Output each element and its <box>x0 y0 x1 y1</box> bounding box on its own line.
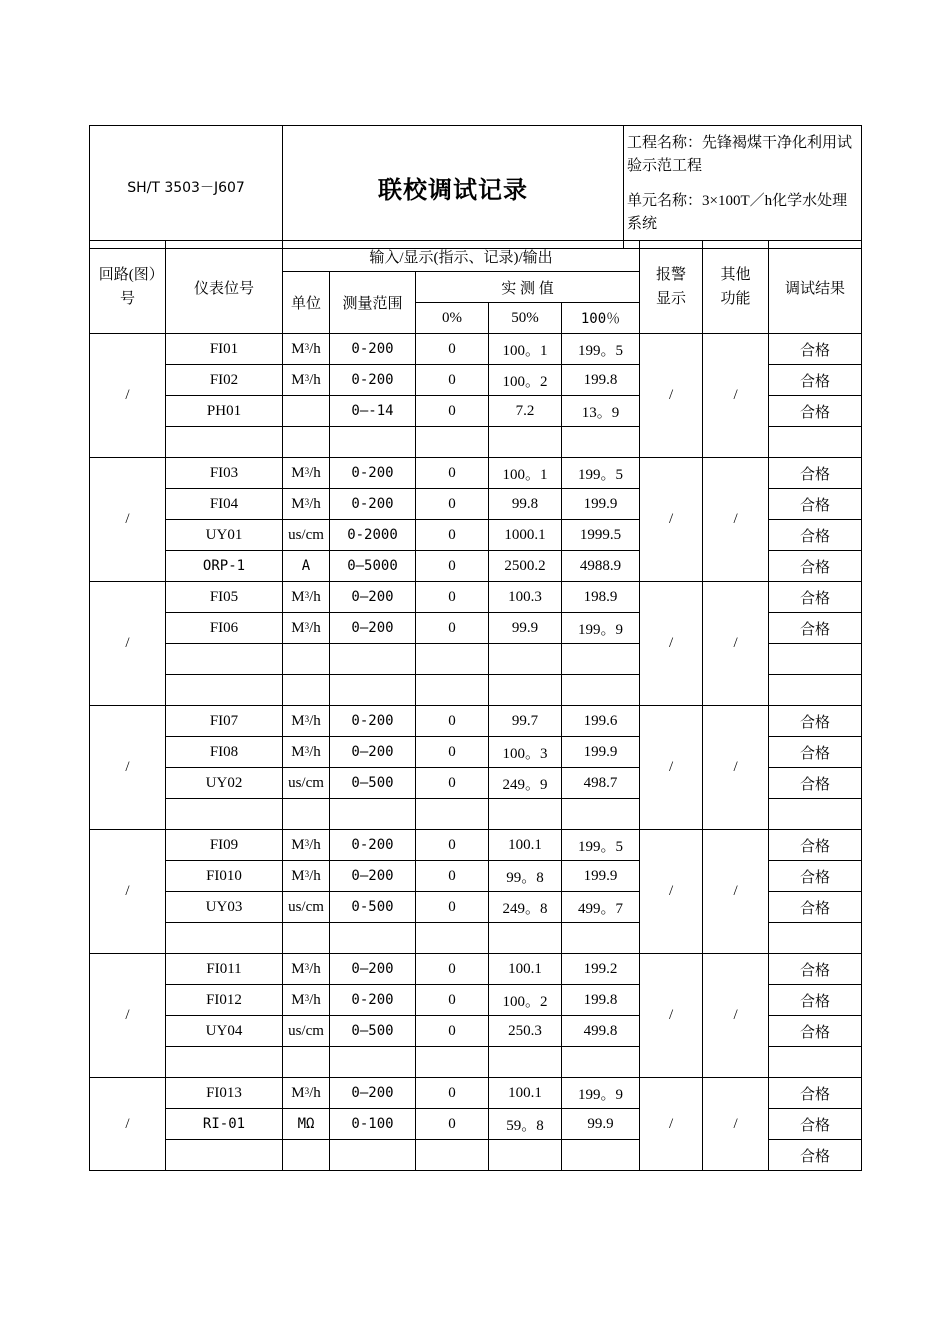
value-100-cell: 199.9 <box>562 737 640 768</box>
range-cell <box>330 644 416 675</box>
value-50-cell <box>489 644 562 675</box>
value-50-cell <box>489 675 562 706</box>
result-cell: 合格 <box>769 954 862 985</box>
value-100-cell: 199.8 <box>562 985 640 1016</box>
result-cell: 合格 <box>769 1078 862 1109</box>
value-50-cell: 249。8 <box>489 892 562 923</box>
value-100-cell: 199.8 <box>562 365 640 396</box>
value-100-cell: 199.9 <box>562 861 640 892</box>
value-0-cell: 0 <box>416 520 489 551</box>
range-cell <box>330 675 416 706</box>
value-100-cell: 199。9 <box>562 1078 640 1109</box>
result-cell <box>769 1047 862 1078</box>
tag-cell: FI013 <box>166 1078 283 1109</box>
range-cell <box>330 799 416 830</box>
unit-cell: $M^3/h$ <box>283 737 330 768</box>
table-row <box>90 830 862 861</box>
range-cell <box>330 1140 416 1171</box>
loop-cell: / <box>90 1078 166 1171</box>
value-50-cell: 2500.2 <box>489 551 562 582</box>
result-cell: 合格 <box>769 737 862 768</box>
result-cell: 合格 <box>769 520 862 551</box>
other-cell: / <box>703 830 769 954</box>
range-cell: 0—200 <box>330 613 416 644</box>
value-100-cell: 13。9 <box>562 396 640 427</box>
result-cell: 合格 <box>769 892 862 923</box>
table-row <box>90 954 862 985</box>
tag-cell: FI012 <box>166 985 283 1016</box>
value-50-cell: 99.7 <box>489 706 562 737</box>
range-cell: 0-200 <box>330 365 416 396</box>
unit-cell: us/cm <box>283 520 330 551</box>
value-0-cell: 0 <box>416 830 489 861</box>
value-50-cell: 59。8 <box>489 1109 562 1140</box>
value-100-cell: 199.9 <box>562 489 640 520</box>
value-50-cell: 100。2 <box>489 365 562 396</box>
value-100-cell: 199。5 <box>562 334 640 365</box>
table-row <box>90 458 862 489</box>
unit-cell: MΩ <box>283 1109 330 1140</box>
other-cell: / <box>703 334 769 458</box>
value-100-cell: 199。5 <box>562 830 640 861</box>
tag-cell <box>166 427 283 458</box>
alarm-cell: / <box>640 1078 703 1171</box>
value-0-cell: 0 <box>416 582 489 613</box>
col-io-group: 输入/显示(指示、记录)/输出 <box>283 241 640 272</box>
value-100-cell: 198.9 <box>562 582 640 613</box>
col-p0: 0% <box>416 303 489 334</box>
loop-cell: / <box>90 830 166 954</box>
range-cell: 0—200 <box>330 1078 416 1109</box>
result-cell: 合格 <box>769 768 862 799</box>
unit-cell: $M^3/h$ <box>283 365 330 396</box>
unit-cell: $M^3/h$ <box>283 1078 330 1109</box>
range-cell: 0—200 <box>330 954 416 985</box>
range-cell: 0—-14 <box>330 396 416 427</box>
unit-cell <box>283 1047 330 1078</box>
value-100-cell <box>562 799 640 830</box>
value-50-cell: 100.1 <box>489 830 562 861</box>
value-0-cell <box>416 675 489 706</box>
table-row <box>90 706 862 737</box>
value-50-cell: 249。9 <box>489 768 562 799</box>
unit-cell: A <box>283 551 330 582</box>
value-0-cell: 0 <box>416 861 489 892</box>
col-unit: 单位 <box>283 272 330 334</box>
value-100-cell: 498.7 <box>562 768 640 799</box>
unit-cell: $M^3/h$ <box>283 458 330 489</box>
range-cell: 0—200 <box>330 861 416 892</box>
result-cell: 合格 <box>769 861 862 892</box>
unit-cell <box>283 923 330 954</box>
alarm-cell: / <box>640 706 703 830</box>
value-100-cell: 199。5 <box>562 458 640 489</box>
value-0-cell: 0 <box>416 954 489 985</box>
col-loop-no: 回路(图）号 <box>90 241 166 334</box>
unit-cell: us/cm <box>283 768 330 799</box>
other-cell: / <box>703 954 769 1078</box>
value-50-cell: 100.1 <box>489 954 562 985</box>
value-0-cell: 0 <box>416 1016 489 1047</box>
result-cell <box>769 675 862 706</box>
value-100-cell: 4988.9 <box>562 551 640 582</box>
tag-cell: FI01 <box>166 334 283 365</box>
value-0-cell <box>416 644 489 675</box>
unit-cell: us/cm <box>283 1016 330 1047</box>
value-50-cell <box>489 1047 562 1078</box>
tag-cell <box>166 675 283 706</box>
tag-cell <box>166 1047 283 1078</box>
unit-cell <box>283 427 330 458</box>
range-cell: 0-2000 <box>330 520 416 551</box>
range-cell: 0-200 <box>330 706 416 737</box>
value-100-cell: 499。7 <box>562 892 640 923</box>
table-row <box>90 582 862 613</box>
result-cell: 合格 <box>769 830 862 861</box>
unit-cell: $M^3/h$ <box>283 334 330 365</box>
value-50-cell: 1000.1 <box>489 520 562 551</box>
unit-cell <box>283 1140 330 1171</box>
page-title: 联校调试记录 <box>283 126 624 249</box>
col-alarm: 报警显示 <box>640 241 703 334</box>
result-cell: 合格 <box>769 334 862 365</box>
value-100-cell: 199.2 <box>562 954 640 985</box>
range-cell <box>330 1047 416 1078</box>
other-cell: / <box>703 706 769 830</box>
tag-cell: FI010 <box>166 861 283 892</box>
range-cell: 0-500 <box>330 892 416 923</box>
value-50-cell <box>489 1140 562 1171</box>
tag-cell: FI09 <box>166 830 283 861</box>
value-50-cell: 250.3 <box>489 1016 562 1047</box>
unit-cell: $M^3/h$ <box>283 954 330 985</box>
value-0-cell: 0 <box>416 334 489 365</box>
value-50-cell: 100.1 <box>489 1078 562 1109</box>
result-cell <box>769 799 862 830</box>
range-cell <box>330 427 416 458</box>
tag-cell: PH01 <box>166 396 283 427</box>
result-cell: 合格 <box>769 613 862 644</box>
value-0-cell: 0 <box>416 1109 489 1140</box>
loop-cell: / <box>90 954 166 1078</box>
tag-cell: FI07 <box>166 706 283 737</box>
tag-cell <box>166 1140 283 1171</box>
alarm-cell: / <box>640 458 703 582</box>
range-cell: 0-200 <box>330 830 416 861</box>
value-0-cell: 0 <box>416 613 489 644</box>
value-0-cell: 0 <box>416 768 489 799</box>
tag-cell: FI02 <box>166 365 283 396</box>
value-50-cell <box>489 799 562 830</box>
result-cell: 合格 <box>769 706 862 737</box>
alarm-cell: / <box>640 830 703 954</box>
tag-cell: FI05 <box>166 582 283 613</box>
value-50-cell: 7.2 <box>489 396 562 427</box>
value-0-cell <box>416 1047 489 1078</box>
value-100-cell <box>562 427 640 458</box>
other-cell: / <box>703 458 769 582</box>
value-0-cell: 0 <box>416 892 489 923</box>
value-0-cell <box>416 923 489 954</box>
value-100-cell: 1999.5 <box>562 520 640 551</box>
value-50-cell: 100。3 <box>489 737 562 768</box>
col-measured: 实 测 值 <box>416 272 640 303</box>
tag-cell: FI06 <box>166 613 283 644</box>
value-100-cell <box>562 1047 640 1078</box>
value-0-cell: 0 <box>416 551 489 582</box>
unit-cell <box>283 396 330 427</box>
result-cell: 合格 <box>769 985 862 1016</box>
result-cell: 合格 <box>769 489 862 520</box>
document-header <box>89 125 862 249</box>
col-p100: 100％ <box>562 303 640 334</box>
value-0-cell: 0 <box>416 706 489 737</box>
unit-cell: $M^3/h$ <box>283 830 330 861</box>
table-body <box>90 334 862 1171</box>
loop-cell: / <box>90 706 166 830</box>
unit-cell <box>283 644 330 675</box>
tag-cell: RI-01 <box>166 1109 283 1140</box>
unit-cell: $M^3/h$ <box>283 861 330 892</box>
value-100-cell <box>562 675 640 706</box>
value-50-cell: 100。1 <box>489 458 562 489</box>
project-info <box>624 126 862 249</box>
result-cell: 合格 <box>769 582 862 613</box>
unit-cell: $M^3/h$ <box>283 985 330 1016</box>
alarm-cell: / <box>640 582 703 706</box>
col-result: 调试结果 <box>769 241 862 334</box>
col-tag-no: 仪表位号 <box>166 241 283 334</box>
value-0-cell: 0 <box>416 489 489 520</box>
value-100-cell <box>562 644 640 675</box>
range-cell: 0—200 <box>330 737 416 768</box>
range-cell: 0—200 <box>330 582 416 613</box>
result-cell <box>769 923 862 954</box>
value-100-cell <box>562 923 640 954</box>
table-row <box>90 334 862 365</box>
range-cell: 0-200 <box>330 489 416 520</box>
tag-cell: UY03 <box>166 892 283 923</box>
alarm-cell: / <box>640 954 703 1078</box>
col-p50: 50% <box>489 303 562 334</box>
value-0-cell: 0 <box>416 737 489 768</box>
result-cell: 合格 <box>769 1016 862 1047</box>
range-cell: 0-100 <box>330 1109 416 1140</box>
value-100-cell: 499.8 <box>562 1016 640 1047</box>
result-cell: 合格 <box>769 551 862 582</box>
value-0-cell: 0 <box>416 396 489 427</box>
tag-cell: FI03 <box>166 458 283 489</box>
value-100-cell <box>562 1140 640 1171</box>
result-cell: 合格 <box>769 396 862 427</box>
tag-cell: FI08 <box>166 737 283 768</box>
other-cell: / <box>703 1078 769 1171</box>
project-name: 工程名称：先锋褐煤干净化利用试验示范工程 <box>627 135 853 174</box>
value-100-cell: 199。9 <box>562 613 640 644</box>
value-50-cell <box>489 923 562 954</box>
value-0-cell: 0 <box>416 1078 489 1109</box>
tag-cell <box>166 923 283 954</box>
unit-cell <box>283 799 330 830</box>
value-50-cell: 99。8 <box>489 861 562 892</box>
result-cell: 合格 <box>769 1140 862 1171</box>
value-0-cell <box>416 1140 489 1171</box>
tag-cell: FI011 <box>166 954 283 985</box>
alarm-cell: / <box>640 334 703 458</box>
result-cell: 合格 <box>769 1109 862 1140</box>
other-cell: / <box>703 582 769 706</box>
col-other: 其他功能 <box>703 241 769 334</box>
result-cell <box>769 427 862 458</box>
tag-cell: UY01 <box>166 520 283 551</box>
unit-cell: $M^3/h$ <box>283 613 330 644</box>
value-0-cell <box>416 799 489 830</box>
tag-cell: UY04 <box>166 1016 283 1047</box>
tag-cell <box>166 799 283 830</box>
value-50-cell: 99.9 <box>489 613 562 644</box>
value-100-cell: 99.9 <box>562 1109 640 1140</box>
value-50-cell: 100。2 <box>489 985 562 1016</box>
loop-cell: / <box>90 458 166 582</box>
value-0-cell: 0 <box>416 458 489 489</box>
value-0-cell <box>416 427 489 458</box>
tag-cell: UY02 <box>166 768 283 799</box>
calibration-table <box>89 240 862 1171</box>
unit-cell: us/cm <box>283 892 330 923</box>
loop-cell: / <box>90 582 166 706</box>
range-cell: 0-200 <box>330 334 416 365</box>
loop-cell: / <box>90 334 166 458</box>
table-row <box>90 1078 862 1109</box>
col-range: 测量范围 <box>330 272 416 334</box>
range-cell: 0-200 <box>330 985 416 1016</box>
value-50-cell <box>489 427 562 458</box>
value-50-cell: 99.8 <box>489 489 562 520</box>
range-cell: 0—500 <box>330 768 416 799</box>
value-0-cell: 0 <box>416 365 489 396</box>
unit-cell: $M^3/h$ <box>283 706 330 737</box>
range-cell: 0-200 <box>330 458 416 489</box>
unit-cell <box>283 675 330 706</box>
range-cell <box>330 923 416 954</box>
value-50-cell: 100.3 <box>489 582 562 613</box>
result-cell <box>769 644 862 675</box>
value-100-cell: 199.6 <box>562 706 640 737</box>
tag-cell <box>166 644 283 675</box>
standard-code: SH/T 3503－J607 <box>90 126 283 249</box>
unit-cell: $M^3/h$ <box>283 489 330 520</box>
result-cell: 合格 <box>769 365 862 396</box>
tag-cell: FI04 <box>166 489 283 520</box>
result-cell: 合格 <box>769 458 862 489</box>
value-50-cell: 100。1 <box>489 334 562 365</box>
unit-name: 单元名称：3×100T／h化学水处理系统 <box>627 193 848 232</box>
unit-cell: $M^3/h$ <box>283 582 330 613</box>
table-header <box>90 241 862 334</box>
range-cell: 0—500 <box>330 1016 416 1047</box>
range-cell: 0—5000 <box>330 551 416 582</box>
tag-cell: ORP-1 <box>166 551 283 582</box>
value-0-cell: 0 <box>416 985 489 1016</box>
